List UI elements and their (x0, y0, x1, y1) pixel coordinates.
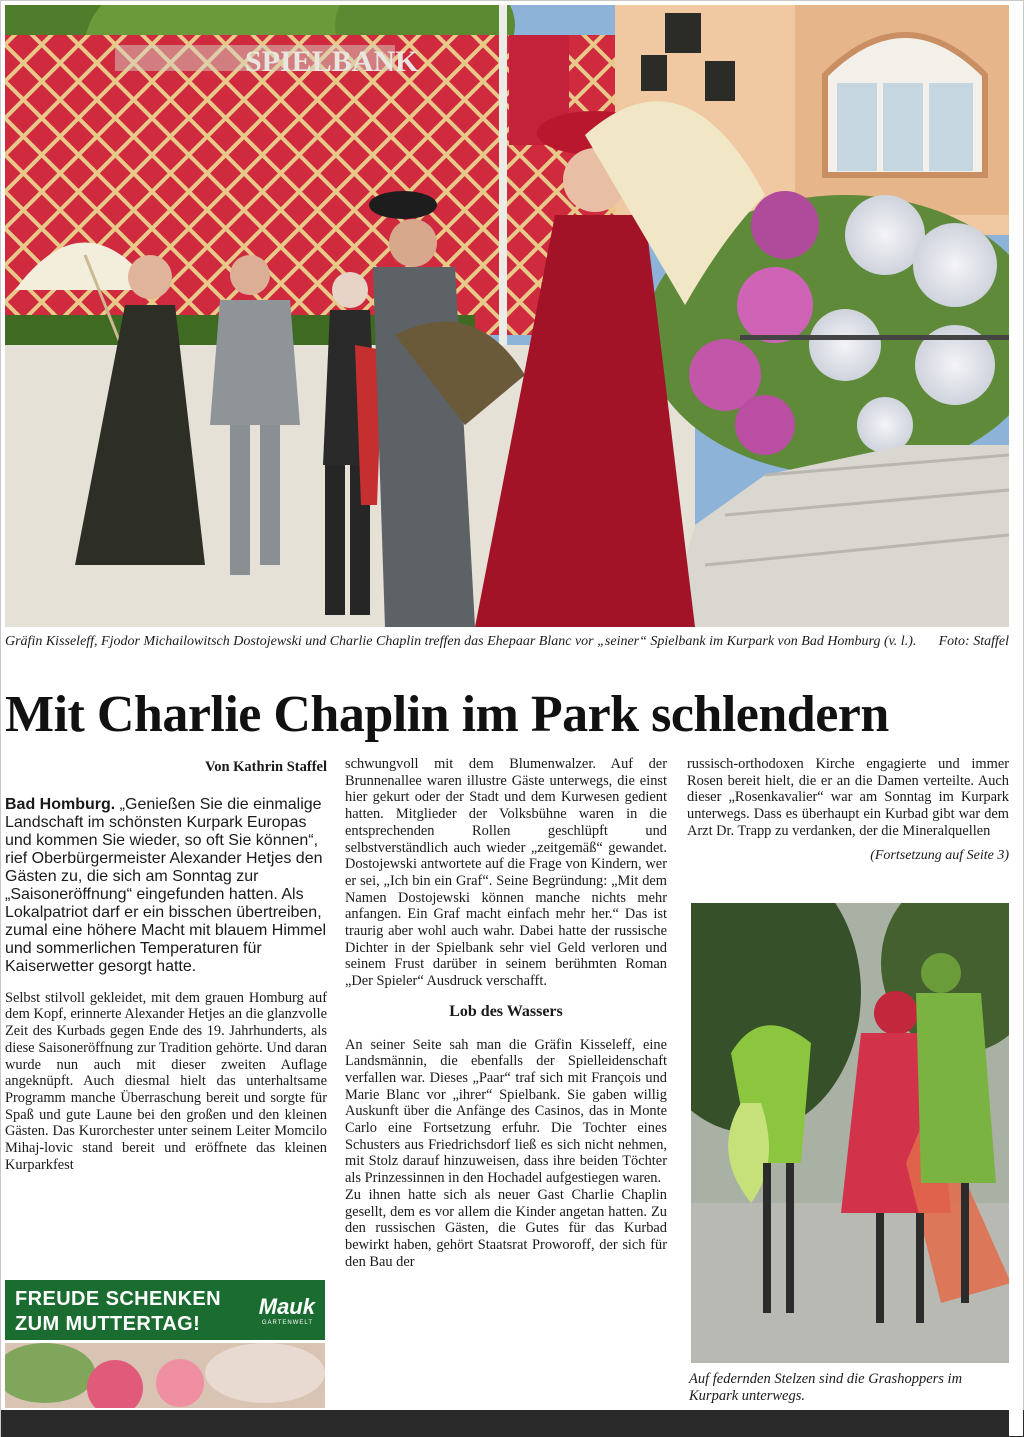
article-column-3 (687, 756, 1009, 864)
ad-line-2: ZUM MUTTERTAG! (15, 1313, 201, 1335)
photo-credit: Foto: Staffel (938, 634, 1009, 649)
paragraph: Selbst stilvoll gekleidet, mit dem grauen Homburg auf dem Kopf, erinnerte Alexander Hetjes an die glanzvolle Zeit des Kurbads gegen Ende des 19. Jahrhunderts, als diese Saisoneröffnung zur Tradition gehörte. Und daran wurde nun auch mit dieser zweiten Auflage angeknüpft. Auch diesmal hielt das unterhaltsame Programm manche Überraschung bereit und sorgte für Spaß und gute Laune bei den großen und den kleinen Gästen. Das Kurorchester unter seinem Leiter Momcilo Mihaj-lovic stand bereit und eröffnete das kleinen Kurparkfest (5, 989, 327, 1173)
paragraph: Zu ihnen hatte sich als neuer Gast Charlie Chaplin gesellt, dem es vor allem die Kinder angetan hatten. Zu den russischen Gästen, die Gutes für das Kurbad bewirkt haben, gehört Staatsrat Proworoff, der sich für den Bau der (345, 1186, 667, 1270)
byline: Von Kathrin Staffel (205, 759, 327, 775)
lead-text: „Genießen Sie die einmalige Landschaft im schönsten Kurpark Europas und kommen Sie wieder, so oft Sie können“, rief Oberbürgermeister Alexander Hetjes den Gästen zu, die sich am Sonntag zur „Saisoneröffnung“ eingefunden hatten. Als Lokalpatriot darf er ein bisschen übertreiben, zumal eine höhere Macht mit blauem Himmel und sommerlichen Temperaturen für Kaiserwetter gesorgt hatte. (5, 795, 327, 975)
ad-brand-logo: Mauk (258, 1294, 315, 1319)
hero-caption (5, 633, 1009, 650)
article-headline: Mit Charlie Chaplin im Park schlendern (5, 686, 889, 743)
paragraph: schwungvoll mit dem Blumenwalzer. Auf der Brunnenallee waren illustre Gäste unterwegs, die einst hier gekurt oder der Stadt und dem Kurwesen gedient hatten. Mitglieder der Volksbühne waren in die entsprechenden Rollen geschlüpft und selbstverständlich auch wieder „zeitgemäß“ gewandet. Dostojewski antwortete auf die Frage von Kindern, wer er sei, „Ich bin ein Graf“. Seine Begründung: „Mit dem Namen Dostojewski können manche nichts mehr anfangen. Ein Graf macht einfach mehr her.“ Das ist traurig aber wohl auch wahr. Dabei hatte der russische Dichter in der Spielbank sehr viel Geld verloren und seinem Frust darüber in seinem berühmten Roman „Der Spieler“ Ausdruck verschafft. (345, 756, 667, 990)
subheading: Lob des Wassers (449, 1002, 563, 1020)
article-column-2 (345, 756, 667, 1270)
article-column-1 (5, 756, 327, 1173)
hero-photo (5, 5, 1009, 627)
grashoppers-photo (691, 903, 1012, 1363)
spielbank-sign: SPIELBANK (245, 45, 419, 78)
mothers-day-ad[interactable] (5, 1280, 325, 1340)
lead-place: Bad Homburg. (5, 795, 116, 813)
continuation-note: (Fortsetzung auf Seite 3) (870, 847, 1009, 863)
lead-paragraph (5, 796, 327, 976)
hero-caption-text: Gräfin Kisseleff, Fjodor Michailowitsch Dostojewski und Charlie Chaplin treffen das Ehepaar Blanc vor „seiner“ Spielbank im Kurpark von Bad Homburg (v. l.). (5, 634, 917, 649)
viewer-bottom-bar (1, 1410, 1024, 1437)
paragraph: An seiner Seite sah man die Gräfin Kisseleff, eine Landsmännin, die ebenfalls der Spielleidenschaft verfallen war. Dieses „Paar“ traf sich mit François und Marie Blanc vor „ihrer“ Spielbank. Sie gaben willig Auskunft über die Anfänge des Casinos, das in Monte Carlo eine Fortsetzung erfuhr. Die Tochter eines Schusters aus Friedrichsdorf ließ es sich nicht nehmen, mit Stolz darauf hinzuweisen, dass ihre beiden Töchter als Prinzessinnen in den Hochadel aufgestiegen waren. (345, 1036, 667, 1187)
grashoppers-caption: Auf federnden Stelzen sind die Grashoppers im Kurpark unterwegs. (689, 1371, 963, 1404)
ad-brand-sub: GARTENWELT (261, 1320, 313, 1326)
hero-photo-illustration (5, 5, 1009, 627)
ad-flower-photo (5, 1343, 325, 1408)
paragraph: russisch-orthodoxen Kirche engagierte und immer Rosen bereit hielt, die er an die Damen verteilte. Auch dieser „Rosenkavalier“ war am Sonntag im Kurpark unterwegs. Dass es überhaupt ein Kurbad gibt war dem Arzt Dr. Trapp zu verdanken, der die Mineralquellen (687, 756, 1009, 839)
ad-line-1: FREUDE SCHENKEN (15, 1288, 222, 1310)
